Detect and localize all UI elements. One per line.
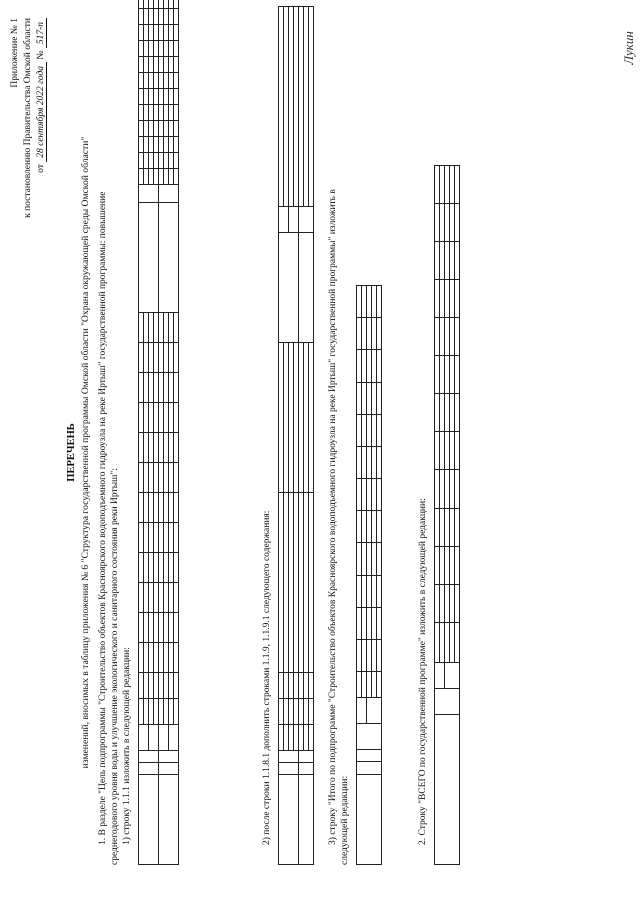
table-cell xyxy=(159,725,169,751)
table-cell xyxy=(174,121,179,137)
table-cell xyxy=(367,698,382,724)
table-cell xyxy=(377,382,382,414)
table-cell xyxy=(455,432,460,470)
table-cell xyxy=(174,0,179,9)
table-cell xyxy=(455,508,460,546)
table-cell xyxy=(279,751,299,763)
table-cell xyxy=(299,751,314,763)
table-cell xyxy=(435,688,460,714)
table-cell xyxy=(139,725,149,751)
table-cell xyxy=(377,286,382,318)
table-cell xyxy=(174,105,179,121)
table-rows-1-1-9 xyxy=(278,6,314,865)
table-cell xyxy=(357,750,382,762)
table-cell xyxy=(169,725,179,751)
table-cell xyxy=(309,725,314,751)
number-label: № xyxy=(36,50,46,60)
table-cell xyxy=(174,523,179,553)
section1-item3-line1: 3) строку "Итого по подпрограмме "Строительство объектов Красноярского водоподъемного гидроузла на реке Иртыш" государственной программы" изложить в xyxy=(328,189,338,845)
resolution-number: 517-п xyxy=(36,18,47,48)
table-cell xyxy=(357,774,382,864)
table-cell xyxy=(174,89,179,105)
table-cell xyxy=(455,470,460,508)
table-cell xyxy=(455,242,460,280)
table-cell xyxy=(377,414,382,446)
table-cell xyxy=(174,169,179,185)
table-cell xyxy=(377,639,382,671)
table-cell xyxy=(139,203,159,313)
page-subtitle: изменений, вносимых в таблицу приложения № 6 "Структура государственной программы Омской области "Охрана окружающей среды Омской области" xyxy=(80,136,91,769)
table-cell xyxy=(159,203,179,313)
table-cell xyxy=(174,57,179,73)
table-cell xyxy=(174,403,179,433)
table-cell xyxy=(149,725,159,751)
section1-item1: 1) строку 1.1.1 изложить в следующей редакции: xyxy=(122,647,132,845)
table-cell xyxy=(309,343,314,493)
table-cell xyxy=(299,763,314,775)
table-cell xyxy=(435,714,460,864)
table-cell xyxy=(139,185,159,203)
table-cell xyxy=(279,207,289,233)
table-cell xyxy=(309,699,314,725)
table-cell xyxy=(174,699,179,725)
table-cell xyxy=(159,775,179,865)
appendix-label: Приложение № 1 xyxy=(10,18,20,88)
table-cell xyxy=(377,350,382,382)
table-cell xyxy=(455,622,460,662)
table-cell xyxy=(377,672,382,698)
table-cell xyxy=(139,763,159,775)
table-cell xyxy=(174,583,179,613)
table-subprogram-total xyxy=(356,285,382,865)
table-cell xyxy=(377,575,382,607)
table-cell xyxy=(159,763,179,775)
section1-item3-line2: следующей редакции: xyxy=(340,775,350,865)
resolution-date-line xyxy=(36,18,47,173)
table-cell xyxy=(174,41,179,57)
table-cell xyxy=(289,207,299,233)
table-cell xyxy=(174,643,179,673)
table-cell xyxy=(377,318,382,350)
table-row xyxy=(309,7,314,865)
table-cell xyxy=(455,166,460,204)
table-cell xyxy=(174,673,179,699)
resolution-date: 28 сентября 2022 года xyxy=(36,62,47,162)
table-cell xyxy=(357,724,382,750)
table-row-1-1-1 xyxy=(138,0,179,865)
table-cell xyxy=(299,775,314,865)
table-cell xyxy=(174,343,179,373)
table-cell xyxy=(309,7,314,207)
table-cell xyxy=(309,493,314,673)
table-cell xyxy=(455,394,460,432)
table-cell xyxy=(279,763,299,775)
from-label: от xyxy=(36,164,46,173)
section1-item2: 2) после строки 1.1.8.1 дополнить строками 1.1.9, 1.1.9.1 следующего содержания: xyxy=(262,510,272,845)
table-cell xyxy=(279,233,299,343)
table-cell xyxy=(455,546,460,584)
page-title: ПЕРЕЧЕНЬ xyxy=(66,423,77,482)
table-cell xyxy=(174,553,179,583)
table-cell xyxy=(445,662,460,688)
table-cell xyxy=(174,153,179,169)
table-cell xyxy=(435,662,445,688)
table-cell xyxy=(377,543,382,575)
table-cell xyxy=(174,73,179,89)
table-cell xyxy=(279,775,299,865)
table-cell xyxy=(377,511,382,543)
table-cell xyxy=(455,318,460,356)
table-cell xyxy=(174,9,179,25)
table-cell xyxy=(299,207,314,233)
section1-line1: 1. В разделе "Цель подпрограммы "Строительство объектов Красноярского водоподъемного гидроузла на реке Иртыш" государственной программы: повышение xyxy=(98,191,108,845)
table-cell xyxy=(174,137,179,153)
section1-line2: среднегодового уровня воды и улучшение экологического и санитарного состояния реки Иртыш": xyxy=(110,468,120,865)
table-cell xyxy=(174,613,179,643)
table-cell xyxy=(377,446,382,478)
table-cell xyxy=(174,313,179,343)
table-cell xyxy=(377,607,382,639)
table-cell xyxy=(455,280,460,318)
table-cell xyxy=(309,673,314,699)
table-cell xyxy=(377,479,382,511)
resolution-line: к постановлению Правительства Омской области xyxy=(23,18,33,218)
table-cell xyxy=(174,433,179,463)
table-cell xyxy=(174,463,179,493)
section2-line: 2. Строку "ВСЕГО по государственной программе" изложить в следующей редакции: xyxy=(418,498,428,845)
table-cell xyxy=(455,204,460,242)
table-cell xyxy=(159,751,179,763)
table-cell xyxy=(139,775,159,865)
table-cell xyxy=(139,751,159,763)
table-cell xyxy=(299,233,314,343)
table-cell xyxy=(455,356,460,394)
table-cell xyxy=(357,762,382,774)
handwritten-initials: Лукин xyxy=(620,31,636,65)
table-cell xyxy=(455,584,460,622)
table-cell xyxy=(159,185,179,203)
table-program-total xyxy=(434,165,460,865)
table-cell xyxy=(174,373,179,403)
table-cell xyxy=(174,25,179,41)
table-cell xyxy=(174,493,179,523)
table-cell xyxy=(357,698,367,724)
